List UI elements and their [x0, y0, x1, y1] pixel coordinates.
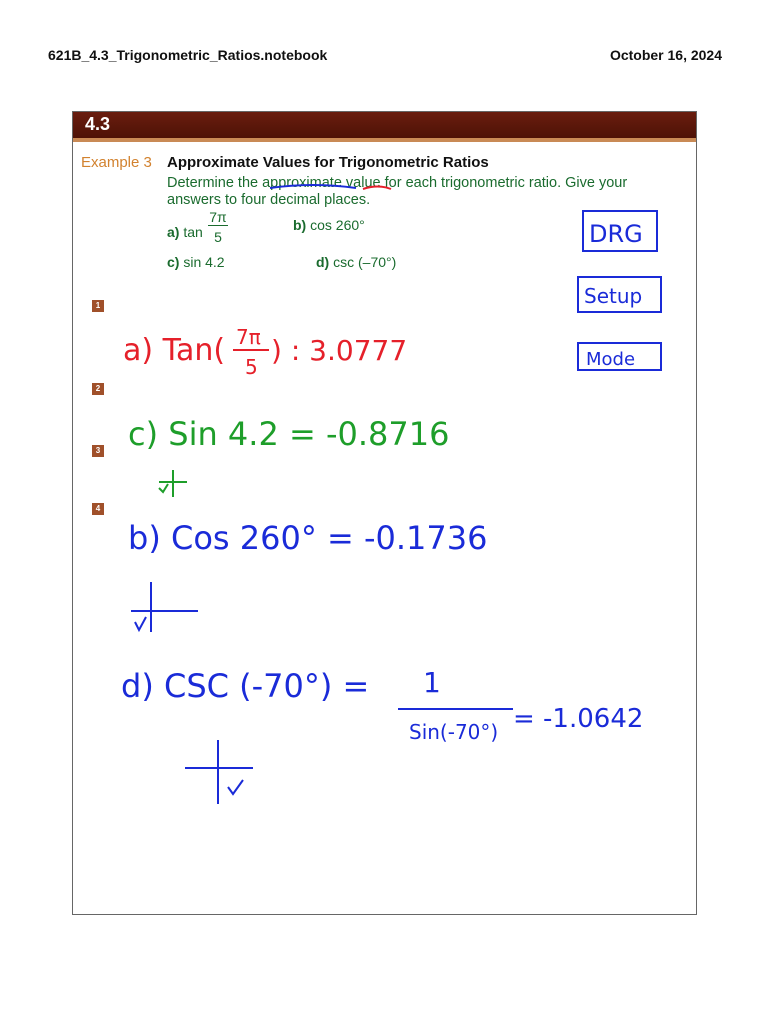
- drg-label: DRG: [589, 220, 643, 248]
- answer-a-result: ) : 3.0777: [271, 334, 408, 367]
- slide-page: [72, 111, 697, 915]
- section-number: 4.3: [85, 114, 111, 134]
- setup-label: Setup: [584, 284, 643, 308]
- part-a-text: tan: [183, 224, 203, 240]
- answer-a-prefix: a) Tan(: [123, 333, 226, 368]
- answer-b: b) Cos 260° = -0.1736: [128, 519, 488, 557]
- instructions-line-2: answers to four decimal places.: [167, 192, 371, 208]
- mode-label: Mode: [586, 349, 636, 370]
- answer-a-numerator: 7π: [236, 325, 261, 349]
- part-c-text: sin 4.2: [183, 254, 225, 270]
- answer-a: [123, 325, 407, 379]
- part-c-label: c): [167, 254, 180, 270]
- answer-d: [121, 666, 643, 744]
- notebook-date: October 16, 2024: [609, 47, 722, 63]
- part-a-numerator: 7π: [209, 209, 227, 225]
- page-marker-2[interactable]: 2: [92, 383, 104, 395]
- answer-d-numerator: 1: [423, 666, 441, 699]
- mode-box: [578, 343, 661, 370]
- page-marker-4[interactable]: 4: [92, 503, 104, 515]
- notebook-filename: 621B_4.3_Trigonometric_Ratios.notebook: [48, 47, 328, 63]
- part-d-text: csc (–70°): [333, 254, 397, 270]
- drg-box: [583, 211, 657, 251]
- part-b-text: cos 260°: [310, 217, 365, 233]
- underline-value: [363, 187, 391, 190]
- underline-approximate: [270, 185, 356, 188]
- answer-c: c) Sin 4.2 = -0.8716: [128, 415, 450, 453]
- part-b-label: b): [293, 217, 307, 233]
- part-d-label: d): [316, 254, 330, 270]
- part-a-label: a): [167, 224, 180, 240]
- example-label: Example 3: [81, 154, 152, 171]
- answer-d-prefix: d) CSC (-70°) =: [121, 667, 370, 705]
- quadrant-mark-c: [159, 470, 187, 497]
- quadrant-mark-d: [185, 740, 253, 804]
- page-marker-3[interactable]: 3: [92, 445, 104, 457]
- instructions-line-1: Determine the approximate value for each trigonometric ratio. Give your: [167, 175, 628, 191]
- quadrant-mark-b: [131, 582, 198, 632]
- answer-a-denominator: 5: [245, 355, 258, 379]
- setup-box: [578, 277, 661, 312]
- page-marker-1[interactable]: 1: [92, 300, 104, 312]
- handwriting-layer: [73, 112, 697, 915]
- example-title: Approximate Values for Trigonometric Ratios: [167, 154, 489, 171]
- answer-d-denominator: Sin(-70°): [409, 720, 499, 744]
- answer-d-result: = -1.0642: [513, 704, 644, 734]
- part-a-denominator: 5: [214, 229, 222, 245]
